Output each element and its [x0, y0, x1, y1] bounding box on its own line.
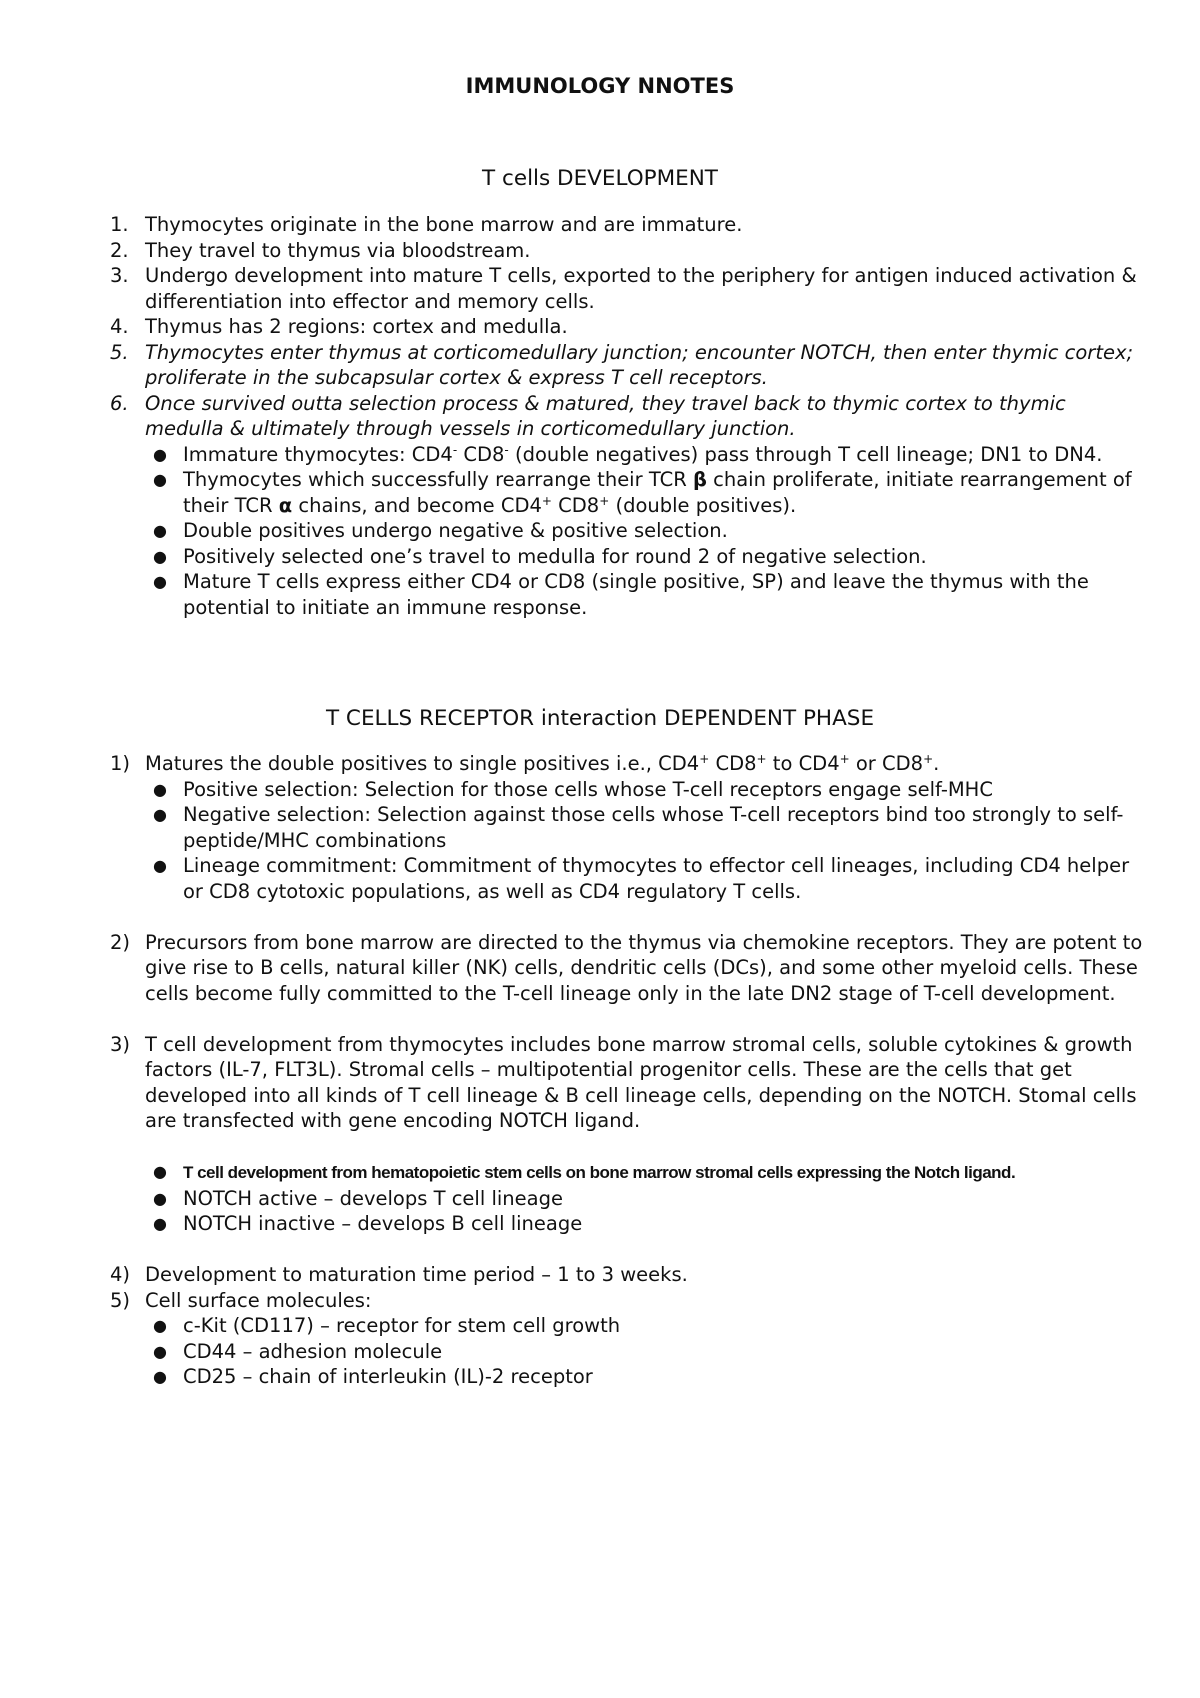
list-item-text: to CD4 [766, 752, 840, 775]
bullet-item [153, 544, 1150, 570]
list-number: 4) [110, 1263, 131, 1286]
bullet-text: Positively selected one’s travel to medulla for round 2 of negative selection. [183, 544, 927, 568]
bullet-text: NOTCH inactive – develops B cell lineage [183, 1212, 583, 1235]
bullet-text: c-Kit (CD117) – receptor for stem cell growth [183, 1314, 621, 1337]
bullet-text: CD44 – adhesion molecule [183, 1339, 443, 1363]
bullet-list-notch [153, 1159, 1150, 1237]
bullet-item [153, 777, 1150, 803]
bullet-text: CD8 [457, 442, 505, 466]
list-item-text: T cell development from thymocytes includes bone marrow stromal cells, soluble cytokines & growth factors (IL-7, FLT3L). Stromal cells – multipotential progenitor cells. These are the cells that get developed into all kinds of T cell lineage & B cell lineage cells, depending on the NOTCH. Stomal cells are transfected with gene encoding NOTCH ligand. [145, 1032, 1137, 1132]
list-number: 2) [110, 930, 131, 954]
numbered-list-tcr-phase [110, 751, 1150, 1390]
bullet-text: Double positives undergo negative & positive selection. [183, 519, 728, 542]
list-number: 1. [110, 213, 129, 236]
bullet-item [153, 1313, 1150, 1339]
bullet-text: chains, and become CD4 [292, 493, 542, 517]
bullet-text: Positive selection: Selection for those cells whose T-cell receptors engage self-MHC [183, 777, 993, 801]
list-item [110, 1288, 1150, 1314]
superscript: - [504, 442, 509, 457]
list-item-text: Matures the double positives to single positives i.e., CD4 [145, 752, 700, 775]
list-item [110, 751, 1150, 777]
list-item-text: Thymus has 2 regions: cortex and medulla. [145, 315, 568, 338]
section-heading-tcr-dependent-phase: T CELLS RECEPTOR interaction DEPENDENT PHASE [325, 706, 875, 731]
bullet-icon: ● [153, 1162, 167, 1181]
list-item [110, 238, 1150, 264]
superscript: - [452, 442, 458, 457]
bullet-item [153, 802, 1150, 853]
bullet-list-selection [153, 777, 1150, 905]
list-item-text: Undergo development into mature T cells, exported to the periphery for antigen induced activation & differentiation into effector and memory cells. [145, 264, 1137, 313]
bullet-text: T cell development from hematopoietic stem cells on bone marrow stromal cells expressing the Notch ligand. [183, 1163, 1016, 1182]
list-number: 6. [110, 391, 129, 415]
list-item-text: Thymocytes originate in the bone marrow and are immature. [145, 213, 743, 236]
bullet-text: Immature thymocytes: CD4 [183, 442, 453, 466]
bullet-text: Lineage commitment: Commitment of thymocytes to effector cell lineages, including CD4 helper or CD8 cytotoxic populations, as well as CD4 regulatory T cells. [183, 854, 1130, 903]
bullet-list-surface-molecules [153, 1313, 1150, 1390]
bullet-icon: ● [153, 779, 167, 799]
bullet-text: chain proliferate, initiate rearrangement of their TCR [183, 468, 1132, 517]
bullet-text: Mature T cells express either CD4 or CD8 (single positive, SP) and leave the thymus with the potential to initiate an immune response. [183, 570, 1089, 619]
bullet-item [153, 569, 1150, 620]
bullet-icon: ● [153, 572, 167, 591]
list-number: 5. [110, 340, 129, 364]
list-item-text: Precursors from bone marrow are directed to the thymus via chemokine receptors. They are potent to give rise to B cells, natural killer (NK) cells, dendritic cells (DCs), and some other myeloid cells. These cells become fully committed to the T-cell lineage only in the late DN2 stage of T-cell development. [145, 930, 1143, 1005]
bullet-text: Thymocytes which successfully rearrange their TCR [183, 468, 693, 491]
bullet-item [153, 442, 1150, 468]
superscript: + [541, 493, 552, 508]
list-item-text: They travel to thymus via bloodstream. [145, 238, 531, 262]
bullet-text: (double positives). [609, 493, 797, 517]
list-number: 1) [110, 752, 131, 775]
list-item-text: or CD8 [849, 752, 924, 775]
bullet-icon: ● [153, 1367, 167, 1386]
list-item-text: Cell surface molecules: [145, 1288, 372, 1312]
bullet-icon: ● [153, 856, 167, 875]
list-item-text: Once survived outta selection process & matured, they travel back to thymic cortex to thymic medulla & ultimately through vessels in corticomedullary junction. [145, 391, 1066, 440]
bullet-icon: ● [153, 1214, 167, 1233]
superscript: + [599, 493, 610, 508]
superscript: + [699, 752, 710, 766]
bullet-text: Negative selection: Selection against those cells whose T-cell receptors bind too strongly to self-peptide/MHC combinations [183, 803, 1124, 852]
list-number: 3) [110, 1032, 131, 1056]
bullet-icon: ● [153, 546, 167, 566]
bullet-item [153, 1364, 1150, 1390]
numbered-list-development [110, 212, 1150, 620]
document-title: IMMUNOLOGY NNOTES [465, 74, 735, 98]
bullet-item [153, 467, 1150, 518]
bullet-icon: ● [153, 444, 167, 464]
beta-symbol: β [692, 468, 707, 491]
bullet-icon: ● [153, 1316, 167, 1335]
list-item-text: CD8 [709, 752, 757, 775]
list-item [110, 391, 1150, 442]
superscript: + [839, 752, 850, 766]
list-item-text: Development to maturation time period – 1 to 3 weeks. [145, 1263, 688, 1286]
bullet-item [153, 1159, 1150, 1186]
list-item [110, 212, 1150, 238]
list-item [110, 1262, 1150, 1288]
list-number: 3. [110, 264, 129, 287]
bullet-item [153, 853, 1150, 904]
list-item-text: . [933, 752, 940, 775]
superscript: + [756, 752, 767, 766]
bullet-icon: ● [153, 470, 167, 489]
bullet-icon: ● [153, 521, 167, 540]
bullet-text: CD8 [551, 493, 600, 517]
list-item [110, 340, 1150, 391]
bullet-item [153, 1339, 1150, 1365]
superscript: + [923, 752, 934, 766]
section-heading-t-cell-development: T cells DEVELOPMENT [482, 166, 718, 191]
list-item [110, 1032, 1150, 1134]
list-item-text: Thymocytes enter thymus at corticomedullary junction; encounter NOTCH, then enter thymic cortex; proliferate in the subcapsular cortex & express T cell receptors. [145, 340, 1134, 389]
bullet-text: NOTCH active – develops T cell lineage [183, 1186, 563, 1210]
bullet-icon: ● [153, 1341, 167, 1361]
list-number: 2. [110, 238, 129, 262]
alpha-symbol: α [278, 493, 293, 517]
list-number: 5) [110, 1288, 131, 1312]
list-number: 4. [110, 315, 129, 338]
bullet-item [153, 1211, 1150, 1237]
bullet-text: (double negatives) pass through T cell lineage; DN1 to DN4. [508, 442, 1103, 466]
list-item [110, 314, 1150, 340]
bullet-icon: ● [153, 805, 167, 824]
bullet-text: CD25 – chain of interleukin (IL)-2 receptor [183, 1365, 593, 1388]
bullet-item [153, 518, 1150, 544]
bullet-icon: ● [153, 1188, 167, 1208]
bullet-list-thymocytes [153, 442, 1150, 621]
list-item [110, 930, 1150, 1007]
list-item [110, 263, 1150, 314]
bullet-item [153, 1186, 1150, 1212]
